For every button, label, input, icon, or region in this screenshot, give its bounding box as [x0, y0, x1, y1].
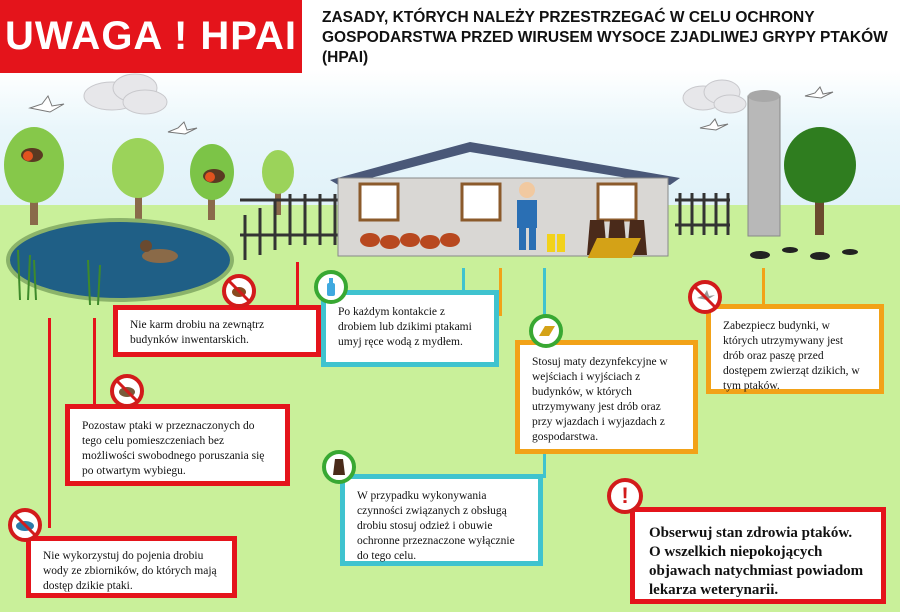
no-free-range-icon — [110, 374, 144, 408]
rule-text: Nie karm drobiu na zewnątrz budynków inwentarskich. — [130, 319, 265, 346]
rule-keep-birds-indoors — [65, 404, 290, 486]
tree-icon — [112, 138, 164, 220]
disinfection-mat — [588, 238, 641, 258]
rule-text: Nie wykorzystuj do pojenia drobiu wody ze zbiorników, do których mają dostęp dzikie ptaki. — [43, 550, 217, 592]
rule-text: Po każdym kontakcie z drobiem lub dzikimi ptakami umyj ręce wodą z mydłem. — [338, 306, 472, 348]
disinfection-mat-icon — [529, 314, 563, 348]
cloud-icon — [84, 74, 167, 114]
pond — [8, 220, 232, 300]
rule-text: Stosuj maty dezynfekcyjne w wejściach i wyjściach z budynków, w których utrzymywany jest drób oraz przy wjazdach i wyjazdach z gospodarstwa. — [532, 356, 668, 443]
rule-disinfection-mats — [515, 340, 698, 454]
soap-bottle-icon — [314, 270, 348, 304]
leader-line — [93, 318, 96, 408]
warning-badge: UWAGA ! HPAI — [0, 0, 302, 73]
leader-line — [762, 268, 765, 308]
exclamation-icon: ! — [607, 478, 643, 514]
leader-line — [499, 268, 502, 316]
tree-icon — [784, 127, 856, 235]
flying-bird-icon — [805, 87, 833, 98]
rule-wash-hands — [321, 290, 499, 367]
rule-text: Pozostaw ptaki w przeznaczonych do tego celu pomieszczeniach bez możliwości swobodnego poruszania się po otwartym wybiegu. — [82, 420, 265, 477]
silo — [748, 96, 780, 236]
flying-bird-icon — [700, 119, 728, 130]
dirt-patch — [750, 247, 858, 260]
no-wild-birds-icon — [688, 280, 722, 314]
vet-warning-box — [630, 507, 886, 604]
cloud-icon — [683, 80, 746, 113]
flying-bird-icon — [168, 122, 197, 134]
page-title: ZASADY, KTÓRYCH NALEŻY PRZESTRZEGAĆ W CELU OCHRONY GOSPODARSTWA PRZED WIRUSEM WYSOCE ZJADLIWEJ GRYPY PTAKÓW (HPAI) — [322, 9, 888, 66]
rule-text: W przypadku wykonywania czynności związanych z obsługą drobiu stosuj odzież i obuwie ochronne przeznaczone wyłącznie do tego celu. — [357, 490, 515, 562]
flying-bird-icon — [30, 96, 64, 112]
robin-bird-icon — [21, 148, 43, 162]
rule-protective-clothing — [340, 474, 543, 566]
robin-bird-icon — [203, 169, 225, 183]
rule-no-outdoor-feeding — [113, 305, 321, 357]
protective-apron-icon — [322, 450, 356, 484]
fence — [675, 193, 730, 235]
warning-text: Obserwuj stan zdrowia ptaków. O wszelkich niepokojących objawach natychmiast powiadom lekarza weterynarii. — [649, 525, 864, 598]
leader-line — [48, 318, 51, 528]
rule-text: Zabezpiecz budynki, w których utrzymywany jest drób oraz paszę przed dostępem zwierząt dzikich, w tym ptaków. — [723, 320, 860, 392]
fence — [240, 194, 338, 260]
rule-no-open-water — [26, 536, 237, 598]
tree-icon — [4, 127, 64, 225]
rule-secure-buildings — [706, 304, 884, 394]
no-feeding-icon — [222, 274, 256, 308]
no-open-water-icon — [8, 508, 42, 542]
